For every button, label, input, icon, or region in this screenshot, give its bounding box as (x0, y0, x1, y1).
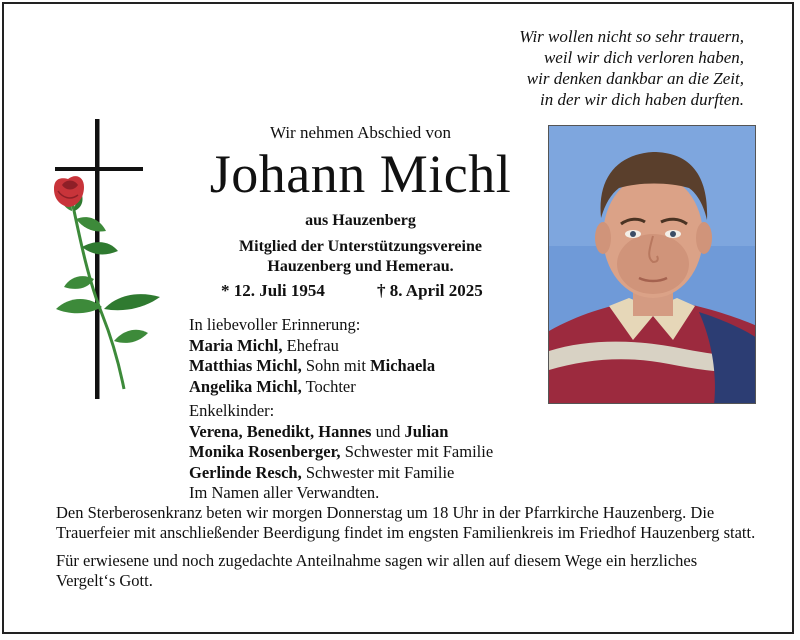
grandchildren-label: Enkelkinder: (189, 401, 275, 420)
portrait-illustration (549, 126, 756, 404)
membership-line: Mitglied der Unterstützungsvereine (239, 238, 482, 255)
mourner-name: Verena, Benedikt, Hannes (189, 421, 372, 441)
service-notice (56, 503, 756, 599)
mourners-intro: In liebevoller Erinnerung: (189, 315, 361, 334)
rosary-paragraph: Den Sterberosenkranz beten wir morgen Donnerstag um 18 Uhr in der Pfarrkirche Hauzenberg. Die Trauerfeier mit anschließender Beerdigung findet im engsten Familienkreis im Friedhof Hauzenberg statt. (56, 503, 756, 542)
mourner-name: Maria Michl, (189, 335, 283, 355)
thanks-paragraph: Für erwiesene und noch zugedachte Anteilnahme sagen wir allen auf diesem Wege ein herzliches Vergelt‘s Gott. (56, 551, 698, 590)
mourner-name: Michaela (370, 356, 436, 375)
closing-text: Im Namen aller Verwandten. (189, 483, 380, 502)
mourner-name: Monika Rosenberger, (189, 442, 341, 461)
mourner-relation: Schwester mit Familie (340, 442, 494, 461)
list-item (189, 377, 589, 398)
poem-line: in der wir dich haben durften. (540, 90, 744, 109)
list-item (189, 336, 589, 357)
mourner-relation: Tochter (301, 376, 356, 396)
intro-text: Wir nehmen Abschied von (269, 123, 452, 142)
list-item (189, 463, 589, 484)
portrait-photo (548, 125, 756, 404)
poem (414, 26, 744, 110)
obituary-card (2, 2, 794, 634)
mourner-relation: Ehefrau (282, 335, 339, 355)
poem-line: weil wir dich verloren haben, (543, 48, 744, 67)
cross-with-rose (48, 119, 168, 404)
death-date: † 8. April 2025 (377, 281, 483, 300)
membership-line: Hauzenberg und Hemerau. (267, 258, 454, 275)
mourners-list (189, 315, 589, 504)
mourner-relation: Sohn mit (301, 356, 371, 375)
birth-date: * 12. Juli 1954 (221, 281, 325, 300)
deceased-name: Johann Michl (209, 144, 512, 204)
cross-icon (55, 119, 143, 399)
mourner-name: Julian (404, 421, 449, 441)
list-item (189, 356, 589, 377)
origin-text: aus Hauzenberg (305, 212, 416, 229)
list-item (189, 442, 589, 463)
poem-line: wir denken dankbar an die Zeit, (526, 69, 744, 88)
mourner-relation: und (371, 421, 405, 441)
mourner-relation: Schwester mit Familie (301, 462, 455, 482)
poem-line: Wir wollen nicht so sehr trauern, (519, 27, 744, 46)
rose-icon (54, 176, 160, 389)
membership-text (189, 237, 532, 277)
list-item (189, 422, 589, 443)
mourner-name: Matthias Michl, (189, 356, 302, 375)
mourner-name: Angelika Michl, (189, 376, 302, 396)
mourner-name: Gerlinde Resch, (189, 462, 302, 482)
